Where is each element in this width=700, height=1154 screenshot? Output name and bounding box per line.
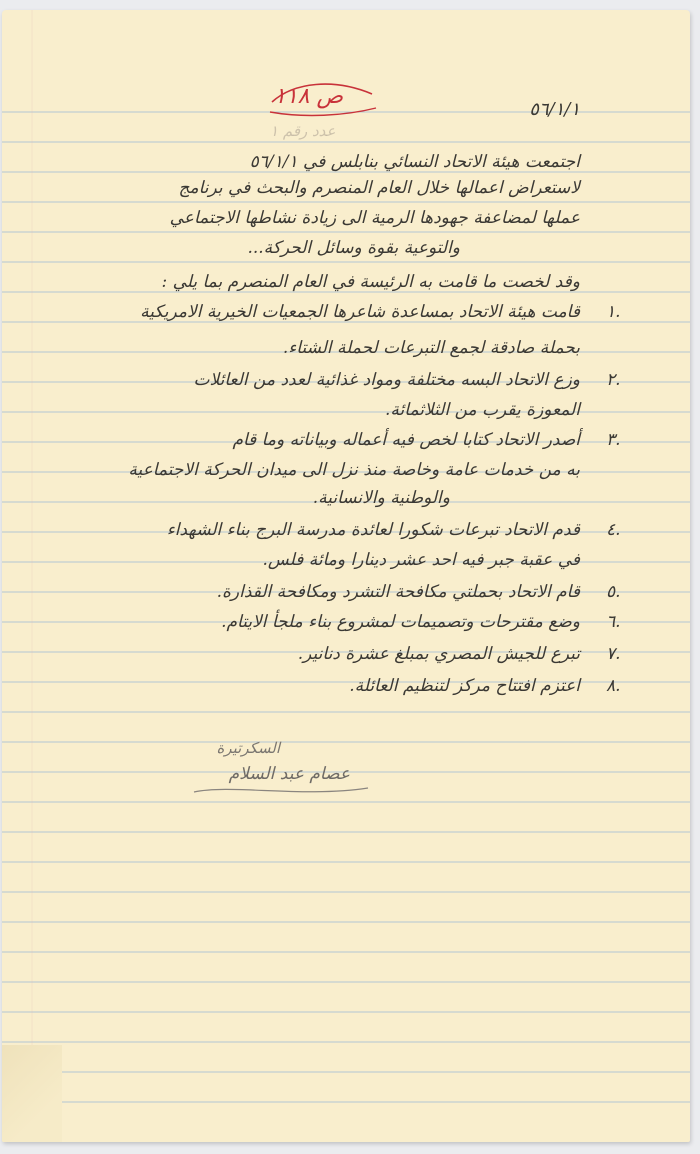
document-date: ٥٦/١/١ bbox=[529, 99, 580, 120]
item-line: وزع الاتحاد البسه مختلفة ومواد غذائية لعدد من العائلات bbox=[193, 370, 580, 390]
item-number: ١. bbox=[606, 302, 621, 322]
item-number: ٢. bbox=[606, 370, 621, 390]
signature-flourish-icon bbox=[192, 780, 372, 800]
item-line: قام الاتحاد بحملتي مكافحة التشرد ومكافحة القذارة. bbox=[216, 582, 580, 602]
item-number: ٧. bbox=[606, 644, 621, 664]
signature-title: السكرتيرة bbox=[216, 739, 280, 757]
reference-stamp-text: ص ١١٨ bbox=[274, 84, 344, 109]
item-line: تبرع للجيش المصري بمبلغ عشرة دنانير. bbox=[297, 644, 580, 664]
item-line: به من خدمات عامة وخاصة منذ نزل الى ميدان الحركة الاجتماعية bbox=[128, 460, 580, 480]
item-line: والوطنية والانسانية. bbox=[312, 488, 450, 508]
item-line: وضع مقترحات وتصميمات لمشروع بناء ملجأ الايتام. bbox=[221, 612, 580, 632]
item-number: ٤. bbox=[606, 520, 621, 540]
item-line: قدم الاتحاد تبرعات شكورا لعائدة مدرسة البرج بناء الشهداء bbox=[166, 520, 580, 540]
document-page bbox=[2, 10, 690, 1142]
item-line: أصدر الاتحاد كتابا لخص فيه أعماله وبياناته وما قام bbox=[232, 430, 580, 450]
item-number: ٨. bbox=[606, 676, 621, 696]
item-line: قامت هيئة الاتحاد بمساعدة شاعرها الجمعيات الخيرية الامريكية bbox=[140, 302, 580, 322]
intro-line-1: اجتمعت هيئة الاتحاد النسائي بنابلس في ٥٦/١/١ bbox=[249, 152, 580, 172]
item-number: ٣. bbox=[606, 430, 621, 450]
intro-line-2: لاستعراض اعمالها خلال العام المنصرم والبحث في برنامج bbox=[178, 178, 580, 198]
reference-stamp bbox=[264, 72, 382, 122]
folded-corner bbox=[2, 1045, 62, 1142]
item-line: بحملة صادقة لجمع التبرعات لحملة الشتاء. bbox=[282, 338, 580, 358]
item-number: ٥. bbox=[606, 582, 621, 602]
faint-note: عدد رقم ١ bbox=[270, 122, 336, 140]
item-line: اعتزم افتتاح مركز لتنظيم العائلة. bbox=[349, 676, 580, 696]
item-number: ٦. bbox=[606, 612, 621, 632]
intro-line-4: والتوعية بقوة وسائل الحركة... bbox=[247, 238, 460, 258]
intro-line-3: عملها لمضاعفة جهودها الرمية الى زيادة نشاطها الاجتماعي bbox=[169, 208, 580, 228]
item-line: المعوزة يقرب من الثلاثمائة. bbox=[385, 400, 580, 420]
item-line: في عقبة جبر فيه احد عشر دينارا ومائة فلس. bbox=[262, 550, 580, 570]
signature-name: عصام عبد السلام bbox=[228, 764, 350, 784]
summary-line: وقد لخصت ما قامت به الرئيسة في العام المنصرم بما يلي : bbox=[161, 272, 580, 292]
